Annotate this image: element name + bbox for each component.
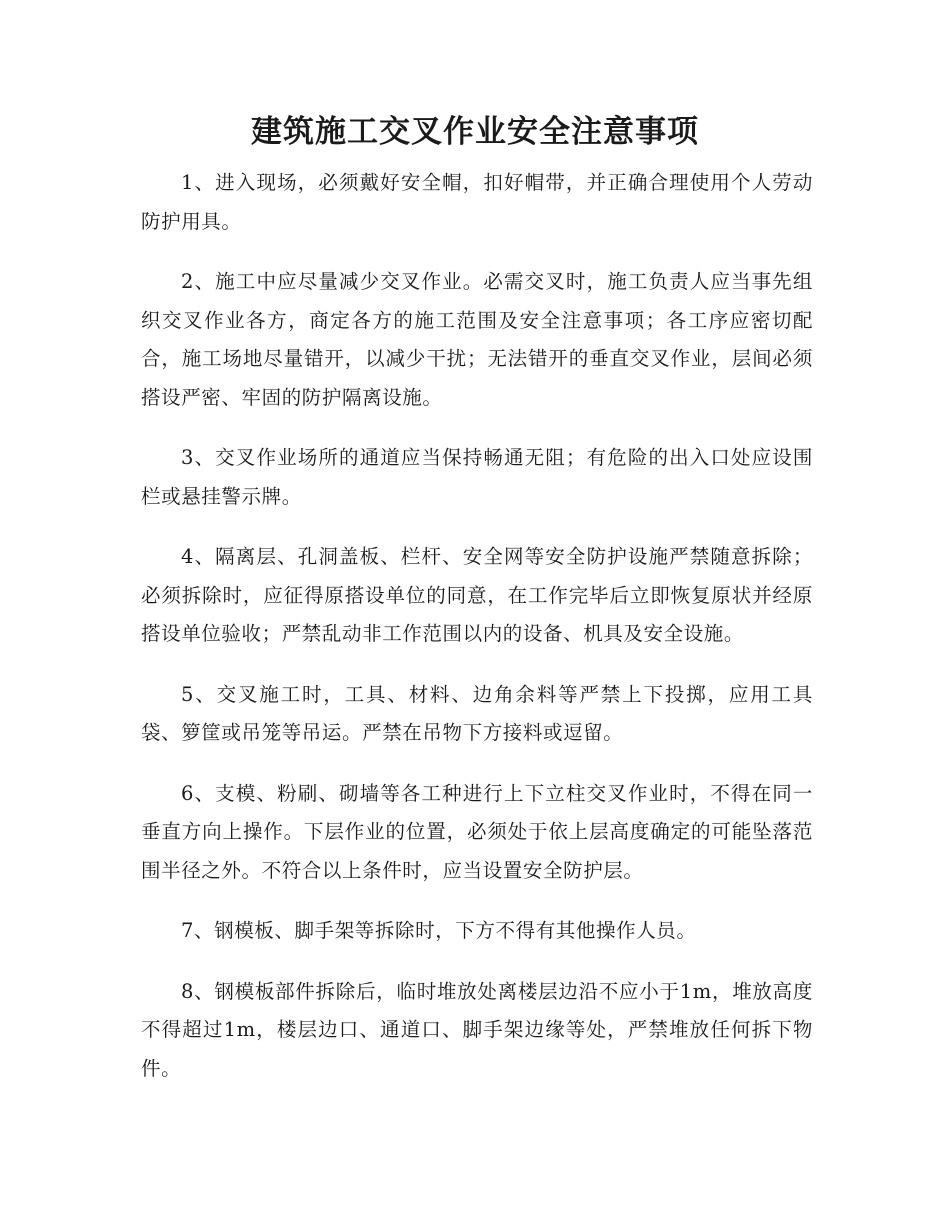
paragraph-4: 4、隔离层、孔洞盖板、栏杆、安全网等安全防护设施严禁随意拆除；必须拆除时，应征得原搭设单位的同意，在工作完毕后立即恢复原状并经原搭设单位验收；严禁乱动非工作范围以内的设备、机具及安全设施。 <box>141 545 813 645</box>
paragraph-5: 5、交叉施工时，工具、材料、边角余料等严禁上下投掷，应用工具袋、箩筐或吊笼等吊运。严禁在吊物下方接料或逗留。 <box>141 682 813 744</box>
paragraph-1: 1、进入现场，必须戴好安全帽，扣好帽带，并正确合理使用个人劳动防护用具。 <box>141 171 813 233</box>
document-title: 建筑施工交叉作业安全注意事项 <box>251 114 699 150</box>
paragraph-3: 3、交叉作业场所的通道应当保持畅通无阻；有危险的出入口处应设围栏或悬挂警示牌。 <box>141 446 813 508</box>
paragraph-7: 7、钢模板、脚手架等拆除时，下方不得有其他操作人员。 <box>181 919 697 942</box>
paragraph-8: 8、钢模板部件拆除后，临时堆放处离楼层边沿不应小于1m，堆放高度不得超过1m，楼层边口、通道口、脚手架边缘等处，严禁堆放任何拆下物件。 <box>141 979 813 1080</box>
paragraph-6: 6、支模、粉刷、砌墙等各工种进行上下立柱交叉作业时，不得在同一垂直方向上操作。下层作业的位置，必须处于依上层高度确定的可能坠落范围半径之外。不符合以上条件时，应当设置安全防护层。 <box>141 781 813 882</box>
document-body <box>141 164 813 1110</box>
paragraph-2: 2、施工中应尽量减少交叉作业。必需交叉时，施工负责人应当事先组织交叉作业各方，商定各方的施工范围及安全注意事项；各工序应密切配合，施工场地尽量错开，以减少干扰；无法错开的垂直交叉作业，层间必须搭设严密、牢固的防护隔离设施。 <box>141 270 813 409</box>
